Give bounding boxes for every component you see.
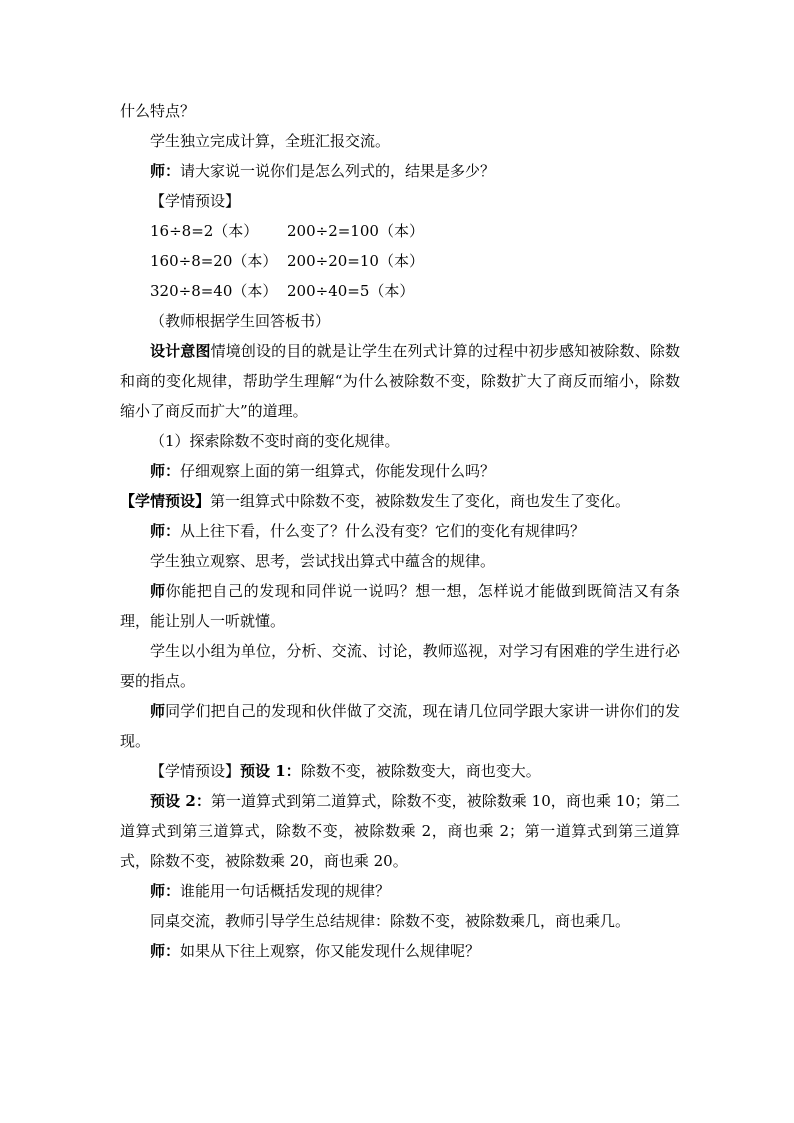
teacher-line (120, 156, 680, 186)
design-intent-label: 设计意图 (150, 342, 211, 360)
teacher-line (120, 576, 680, 636)
teacher-line (120, 696, 680, 756)
preset-sublabel: 预设 1： (240, 762, 301, 780)
calc-right: 200÷20=10（本） (287, 252, 424, 270)
calc-left: 16÷8=2（本） (150, 222, 259, 240)
preset-line (120, 786, 680, 876)
speaker-label: 师： (150, 462, 181, 480)
preset-label: 【学情预设】 (120, 492, 211, 510)
calc-right: 200÷2=100（本） (287, 222, 424, 240)
speaker-label: 师： (150, 522, 181, 540)
design-intent (120, 336, 680, 426)
speaker-text: 仔细观察上面的第一组算式，你能发现什么吗？ (180, 462, 496, 480)
preset-text: 第一组算式中除数不变，被除数发生了变化，商也发生了变化。 (210, 492, 631, 510)
teacher-line (120, 516, 680, 546)
preset-line (120, 756, 680, 786)
speaker-text: 你能把自己的发现和同伴说一说吗？想一想，怎样说才能做到既简洁又有条理，能让别人一听就懂。 (120, 582, 680, 630)
speaker-label: 师 (150, 702, 166, 720)
teacher-line (120, 456, 680, 486)
calc-row (120, 276, 680, 306)
speaker-text: 请大家说一说你们是怎么列式的，结果是多少？ (180, 162, 496, 180)
speaker-label: 师： (150, 162, 181, 180)
text-line: （教师根据学生回答板书） (150, 312, 331, 330)
text-line: 学生独立观察、思考，尝试找出算式中蕴含的规律。 (150, 552, 496, 570)
section-label: 【学情预设】 (150, 192, 241, 210)
preset-label: 【学情预设】 (150, 762, 241, 780)
speaker-label: 师： (150, 942, 181, 960)
speaker-label: 师 (150, 582, 166, 600)
calc-left: 160÷8=20（本） (150, 252, 278, 270)
teacher-line (120, 876, 680, 906)
calc-row (120, 216, 680, 246)
calc-left: 320÷8=40（本） (150, 282, 278, 300)
preset-line (120, 486, 680, 516)
speaker-label: 师： (150, 882, 181, 900)
speaker-text: 谁能用一句话概括发现的规律？ (180, 882, 391, 900)
text-line: 学生以小组为单位，分析、交流、讨论，教师巡视，对学习有困难的学生进行必要的指点。 (120, 642, 680, 690)
speaker-text: 如果从下往上观察，你又能发现什么规律呢？ (180, 942, 481, 960)
preset-text: 除数不变，被除数变大，商也变大。 (300, 762, 541, 780)
text-line: 什么特点？ (120, 102, 196, 120)
calc-right: 200÷40=5（本） (287, 282, 415, 300)
speaker-text: 同学们把自己的发现和伙伴做了交流，现在请几位同学跟大家讲一讲你们的发现。 (120, 702, 680, 750)
speaker-text: 从上往下看，什么变了？什么没有变？它们的变化有规律吗？ (180, 522, 586, 540)
preset-sublabel: 预设 2： (150, 792, 211, 810)
text-line: （1）探索除数不变时商的变化规律。 (150, 432, 400, 450)
document-body (120, 96, 680, 966)
calc-row (120, 246, 680, 276)
design-intent-text: 情境创设的目的就是让学生在列式计算的过程中初步感知被除数、除数和商的变化规律，帮助学生理解“为什么被除数不变，除数扩大了商反而缩小，除数缩小了商反而扩大”的道理。 (120, 342, 680, 420)
preset-text: 第一道算式到第二道算式，除数不变，被除数乘 10，商也乘 10；第二道算式到第三道算式，除数不变，被除数乘 2，商也乘 2；第一道算式到第三道算式，除数不变，被除数乘 20，商也乘 20。 (120, 792, 680, 870)
text-line: 同桌交流，教师引导学生总结规律：除数不变，被除数乘几，商也乘几。 (150, 912, 631, 930)
text-line: 学生独立完成计算，全班汇报交流。 (150, 132, 391, 150)
teacher-line (120, 936, 680, 966)
